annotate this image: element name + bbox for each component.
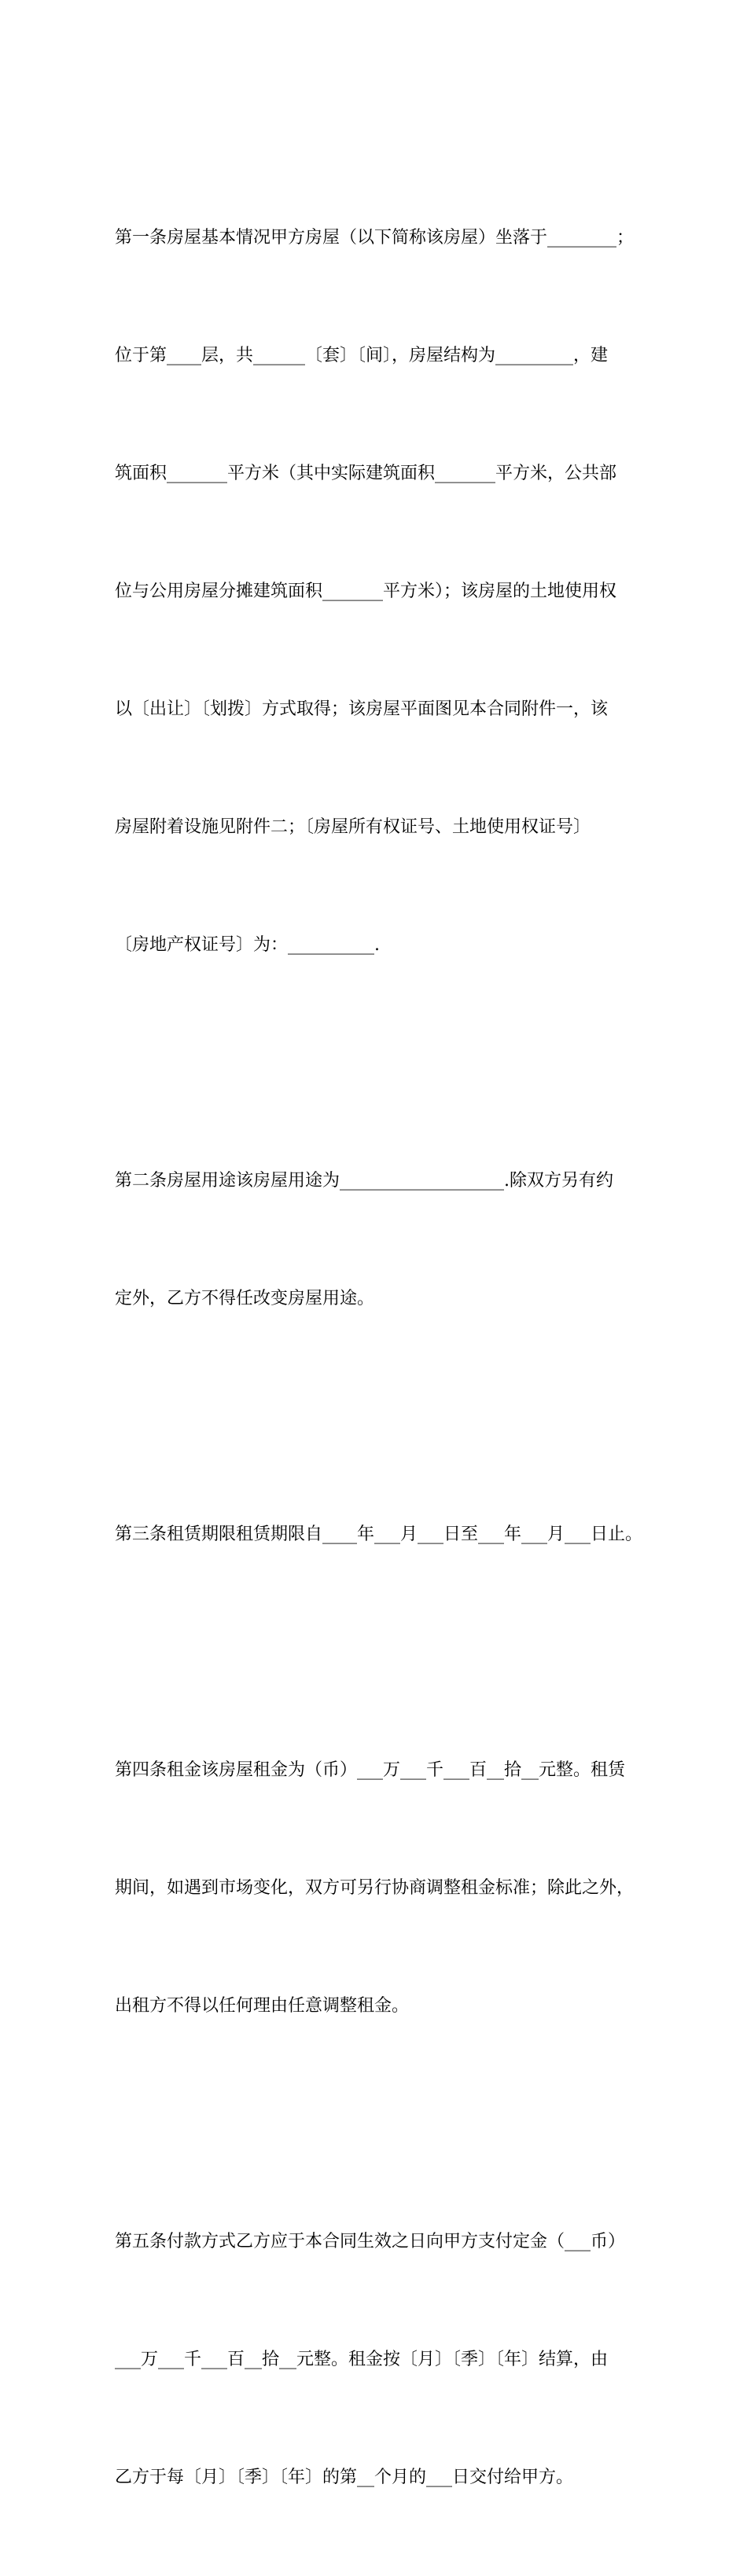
article-1-basic-info [115,140,643,1044]
article-line: 第五条付款方式乙方应于本合同生效之日向甲方支付定金（___币） [115,2232,626,2251]
article-line: ___万___千___百__拾__元整。租金按〔月〕〔季〕〔年〕结算，由 [115,2350,609,2369]
article-line: 位与公用房屋分摊建筑面积_______平方米）；该房屋的土地使用权 [115,582,617,601]
article-line: 期间，如遇到市场变化，双方可另行协商调整租金标准；除此之外， [115,1878,635,1898]
article-line: 〔房地产权证号〕为：__________. [115,935,380,955]
article-line: 筑面积_______平方米（其中实际建筑面积_______平方米，公共部 [115,464,617,483]
article-2-house-use [115,1083,643,1397]
article-line: 第四条租金该房屋租金为（币）___万___千___百__拾__元整。租赁 [115,1760,626,1780]
article-line: 乙方于每〔月〕〔季〕〔年〕的第__个月的___日交付给甲方。 [115,2468,574,2487]
article-line: 以〔出让〕〔划拨〕方式取得；该房屋平面图见本合同附件一，该 [115,699,609,719]
article-line: 位于第____层，共______〔套〕〔间〕，房屋结构为_________，建 [115,346,609,365]
article-line: 出租方不得以任何理由任意调整租金。 [115,1996,410,2016]
article-5-payment [115,2144,643,2576]
article-line: 第一条房屋基本情况甲方房屋（以下简称该房屋）坐落于________； [115,228,635,248]
article-line: 定外，乙方不得任改变房屋用途。 [115,1289,375,1308]
contract-page [115,140,643,2576]
article-line: 房屋附着设施见附件二；〔房屋所有权证号、土地使用权证号〕 [115,817,591,837]
article-line: 第三条租赁期限租赁期限自____年___月___日至___年___月___日止。 [115,1525,643,1544]
article-4-rent [115,1672,643,2104]
article-line: 第二条房屋用途该房屋用途为___________________.除双方另有约 [115,1171,613,1191]
article-3-lease-term [115,1437,643,1633]
